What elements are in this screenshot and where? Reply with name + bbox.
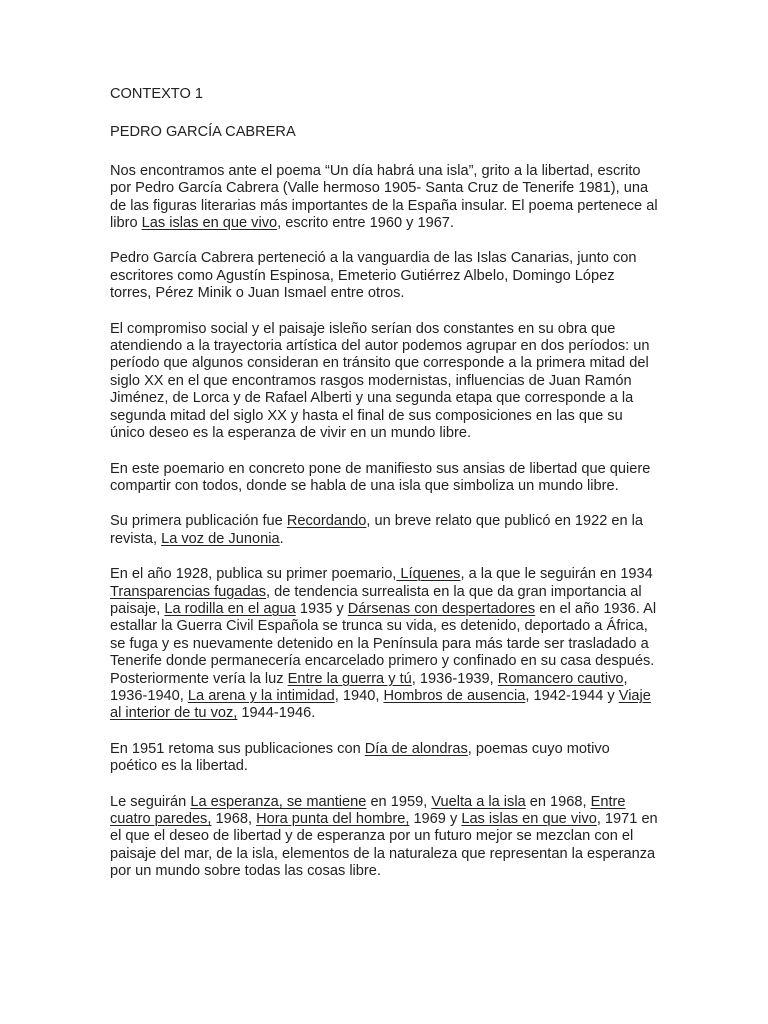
paragraph-text: Pedro García Cabrera perteneció a la vanguardia de las Islas Canarias, junto con escritores como Agustín Espinosa, Emeterio Gutiérrez Albelo, Domingo López torres, Pérez Minik o Juan Ismael entre otros.: [110, 250, 637, 302]
paragraph-text: En este poemario en concreto pone de manifiesto sus ansias de libertad que quiere compartir con todos, donde se habla de una isla que simboliza un mundo libre.: [110, 460, 651, 494]
paragraph-text: , poemas cuyo motivo poético es la libertad.: [110, 740, 610, 775]
paragraph-text: .: [279, 530, 284, 547]
book-title-link: Entre cuatro paredes,: [110, 793, 626, 827]
book-title-link: Dársenas con despertadores: [347, 600, 536, 617]
paragraph-text: Le seguirán: [110, 793, 191, 810]
book-title-link: Las islas en que vivo: [141, 215, 278, 232]
document-page: [110, 86, 658, 899]
paragraph-text: , 1971 en el que el deseo de libertad y de esperanza por un futuro mejor se mezclan con el paisaje del mar, de la isla, elementos de la naturaleza que representan la esperanza por un mundo sobre todas las cosas libre.: [110, 811, 658, 880]
paragraph-text: en 1968,: [525, 793, 591, 810]
paragraph-text: en el año 1936. Al estallar la Guerra Civil Española se trunca su vida, es detenido, deportado a África, se fuga y es nuevamente detenido en la Península para más tarde ser trasladado a Tenerife donde permanecería encarcelado primero y confinado en su casa después. Posteriormente vería la luz: [110, 600, 657, 687]
paragraph-text: , escrito entre 1960 y 1967.: [277, 215, 454, 232]
paragraph-text: 1944-1946.: [237, 705, 316, 722]
book-title-link: Romancero cautivo: [497, 670, 624, 687]
paragraph-4: [110, 461, 658, 496]
paragraph-text: Su primera publicación fue: [110, 513, 287, 530]
book-title-link: Vuelta a la isla: [431, 793, 526, 810]
book-title-link: Las islas en que vivo: [461, 811, 597, 827]
book-title-link: La rodilla en el agua: [164, 600, 296, 617]
book-title-link: Recordando: [286, 513, 367, 530]
paragraph-text: , un breve relato que publicó en 1922 en la revista,: [110, 513, 644, 547]
book-title-link: La voz de Junonia: [161, 530, 280, 547]
paragraph-7: [110, 741, 658, 776]
book-title-link: Entre la guerra y tú: [287, 670, 412, 687]
paragraph-text: El compromiso social y el paisaje isleño serían dos constantes en su obra que atendiendo a la trayectoria artística del autor podemos agrupar en dos períodos: un período que algunos consideran en tránsito que corresponde a la primera mitad del siglo XX en el que encontramos rasgos modernistas, influencias de Juan Ramón Jiménez, de Lorca y de Rafael Alberti y una segunda etapa que corresponde a la segunda mitad del siglo XX y hasta el final de sus composiciones en las que su único deseo es la esperanza de vivir en un mundo libre.: [110, 320, 650, 442]
book-title-link: Líquenes: [396, 566, 461, 583]
book-title-link: Viaje al interior de tu voz,: [110, 687, 651, 722]
paragraph-text: En 1951 retoma sus publicaciones con: [110, 740, 365, 757]
book-title-link: Día de alondras: [364, 740, 468, 757]
book-title-link: La arena y la intimidad: [187, 687, 335, 704]
paragraph-text: 1935 y: [295, 600, 348, 617]
book-title-link: Hombros de ausencia: [383, 687, 526, 704]
paragraph-text: , 1936-1939,: [411, 670, 498, 687]
paragraph-text: 1969 y: [409, 811, 462, 827]
paragraph-text: , a la que le seguirán en 1934: [460, 566, 653, 583]
paragraph-2: [110, 250, 658, 302]
paragraph-text: En el año 1928, publica su primer poemario,: [110, 566, 397, 583]
paragraph-text: , 1936-1940,: [110, 670, 628, 704]
author-heading: PEDRO GARCÍA CABRERA: [110, 124, 296, 141]
paragraph-8: [110, 794, 658, 881]
context-heading: CONTEXTO 1: [110, 86, 203, 102]
paragraph-text: , de tendencia surrealista en la que da gran importancia al paisaje,: [110, 583, 642, 617]
paragraph-1: [110, 163, 658, 233]
paragraph-text: , 1942-1944 y: [525, 687, 619, 704]
paragraph-text: 1968,: [211, 811, 257, 827]
book-title-link: Transparencias fugadas: [110, 583, 267, 600]
paragraph-5: [110, 513, 658, 548]
paragraph-3: [110, 321, 658, 443]
paragraph-text: , 1940,: [334, 687, 384, 704]
paragraph-text: en 1959,: [366, 793, 432, 810]
book-title-link: Hora punta del hombre,: [256, 811, 410, 827]
book-title-link: La esperanza, se mantiene: [190, 793, 367, 810]
paragraph-6: [110, 566, 658, 723]
paragraph-text: Nos encontramos ante el poema “Un día habrá una isla”, grito a la libertad, escrito por Pedro García Cabrera (Valle hermoso 1905- Santa Cruz de Tenerife 1981), una de las figuras literarias más importantes de la España insular. El poema pertenece al libro: [110, 162, 658, 232]
